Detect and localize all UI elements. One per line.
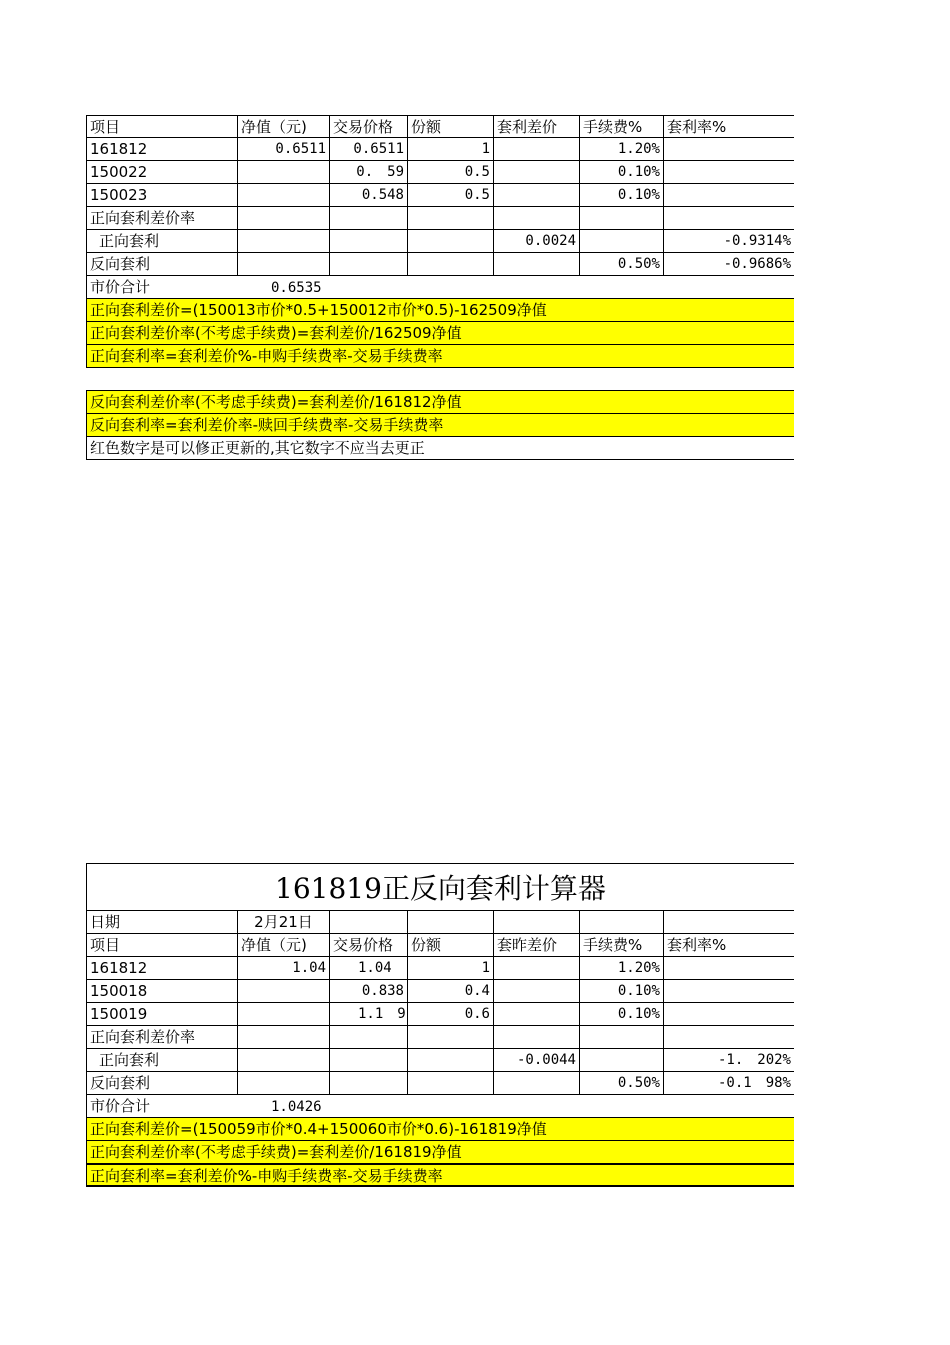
cell-price[interactable]: 0.548: [330, 184, 408, 207]
cell-rate[interactable]: [664, 184, 794, 207]
header-price: 交易价格: [330, 934, 408, 957]
cell-nav[interactable]: [238, 1072, 330, 1095]
cell-nav[interactable]: 1.04: [238, 957, 330, 980]
edit-instruction-note: 红色数字是可以修正更新的,其它数字不应当去更正: [86, 437, 794, 460]
formula-forward-rate: 正向套利率=套利差价%-申购手续费率-交易手续费率: [86, 1165, 794, 1187]
cell-shares[interactable]: [408, 230, 494, 253]
cell-item[interactable]: 161812: [86, 957, 238, 980]
formula-note: [86, 299, 794, 322]
cell-price[interactable]: 1.1 9: [330, 1003, 408, 1026]
cell-nav[interactable]: [238, 253, 330, 276]
total-label: 市价合计: [86, 1095, 238, 1118]
cell-price[interactable]: [330, 207, 408, 230]
calculator-title-row: [86, 863, 794, 911]
total-label: 市价合计: [86, 276, 238, 299]
header-fee: 手续费%: [580, 934, 664, 957]
header-item: 项目: [86, 115, 238, 138]
cell-shares[interactable]: 1: [408, 138, 494, 161]
cell-item[interactable]: 反向套利: [86, 1072, 238, 1095]
cell-shares[interactable]: 0.6: [408, 1003, 494, 1026]
formula-forward-spread-rate: 正向套利差价率(不考虑手续费)=套利差价/162509净值: [86, 322, 794, 345]
cell-spread[interactable]: [494, 1003, 580, 1026]
total-value[interactable]: [238, 276, 794, 299]
cell-fee[interactable]: 1.20%: [580, 138, 664, 161]
empty-cell: [408, 911, 494, 934]
cell-item[interactable]: 161812: [86, 138, 238, 161]
header-spread: 套昨差价: [494, 934, 580, 957]
cell-fee[interactable]: 0.10%: [580, 980, 664, 1003]
cell-shares[interactable]: 1: [408, 957, 494, 980]
cell-price[interactable]: 0.838: [330, 980, 408, 1003]
cell-rate[interactable]: -1. 202%: [664, 1049, 794, 1072]
calculator-title: 161819正反向套利计算器: [275, 872, 606, 905]
cell-rate[interactable]: -0.9686%: [664, 253, 794, 276]
cell-fee[interactable]: [580, 1049, 664, 1072]
formula-reverse-rate: 反向套利率=套利差价率-赎回手续费率-交易手续费率: [86, 414, 794, 437]
empty-cell: [494, 911, 580, 934]
header-rate: 套利率%: [664, 115, 794, 138]
cell-rate[interactable]: [664, 138, 794, 161]
total-value-text: 0.6535: [271, 280, 322, 296]
cell-spread[interactable]: -0.0044: [494, 1049, 580, 1072]
date-value[interactable]: 2月21日: [238, 911, 330, 934]
spacer-cell: [86, 368, 794, 391]
formula-note: [86, 345, 794, 368]
cell-spread[interactable]: [494, 1026, 580, 1049]
cell-fee[interactable]: 0.10%: [580, 1003, 664, 1026]
cell-price[interactable]: [330, 1049, 408, 1072]
header-nav: 净值（元): [238, 115, 330, 138]
cell-spread[interactable]: [494, 957, 580, 980]
table-row: [86, 980, 794, 1003]
cell-fee[interactable]: 0.50%: [580, 253, 664, 276]
table-row: [86, 138, 794, 161]
formula-forward-spread-rate: 正向套利差价率(不考虑手续费)=套利差价/161819净值: [86, 1141, 794, 1164]
cell-nav[interactable]: [238, 1049, 330, 1072]
cell-fee[interactable]: [580, 207, 664, 230]
cell-item[interactable]: 150019: [86, 1003, 238, 1026]
cell-shares[interactable]: [408, 253, 494, 276]
cell-rate[interactable]: -0.9314%: [664, 230, 794, 253]
cell-fee[interactable]: 0.10%: [580, 184, 664, 207]
table-row: [86, 1072, 794, 1095]
cell-nav[interactable]: [238, 980, 330, 1003]
formula-note: [86, 391, 794, 414]
plain-note: [86, 437, 794, 460]
cell-nav[interactable]: [238, 1026, 330, 1049]
cell-spread[interactable]: [494, 207, 580, 230]
cell-spread[interactable]: [494, 253, 580, 276]
cell-rate[interactable]: [664, 957, 794, 980]
cell-fee[interactable]: 0.50%: [580, 1072, 664, 1095]
total-row: [86, 276, 794, 299]
cell-price[interactable]: [330, 1072, 408, 1095]
table-row: [86, 1003, 794, 1026]
arbitrage-table-1: [86, 115, 794, 460]
table-row: [86, 184, 794, 207]
cell-item[interactable]: 150022: [86, 161, 238, 184]
cell-nav[interactable]: [238, 184, 330, 207]
header-price: 交易价格: [330, 115, 408, 138]
cell-shares[interactable]: [408, 1049, 494, 1072]
cell-fee[interactable]: [580, 230, 664, 253]
table-row: [86, 253, 794, 276]
header-item: 项目: [86, 934, 238, 957]
cell-fee[interactable]: 0.10%: [580, 161, 664, 184]
formula-reverse-spread-rate: 反向套利差价率(不考虑手续费)=套利差价/161812净值: [86, 391, 794, 414]
cell-rate[interactable]: -0.1 98%: [664, 1072, 794, 1095]
cell-fee[interactable]: 1.20%: [580, 957, 664, 980]
cell-price[interactable]: [330, 230, 408, 253]
cell-item[interactable]: 150023: [86, 184, 238, 207]
formula-note: [86, 1118, 794, 1141]
header-shares: 份额: [408, 115, 494, 138]
cell-fee[interactable]: [580, 1026, 664, 1049]
date-label: 日期: [86, 911, 238, 934]
cell-rate[interactable]: [664, 1003, 794, 1026]
formula-forward-spread: 正向套利差价=(150013市价*0.5+150012市价*0.5)-162509净值: [86, 299, 794, 322]
header-row: [86, 934, 794, 957]
cell-item[interactable]: 150018: [86, 980, 238, 1003]
cell-item[interactable]: 正向套利: [86, 1049, 238, 1072]
cell-shares[interactable]: 0.5: [408, 184, 494, 207]
header-fee: 手续费%: [580, 115, 664, 138]
cell-nav[interactable]: [238, 207, 330, 230]
cell-spread[interactable]: [494, 161, 580, 184]
formula-forward-spread: 正向套利差价=(150059市价*0.4+150060市价*0.6)-161819净值: [86, 1118, 794, 1141]
cell-spread[interactable]: 0.0024: [494, 230, 580, 253]
cell-rate[interactable]: [664, 161, 794, 184]
cell-rate[interactable]: [664, 207, 794, 230]
total-value-text: 1.0426: [271, 1099, 322, 1115]
arbitrage-table-2: [86, 863, 794, 1187]
table-row: [86, 230, 794, 253]
cell-nav[interactable]: 0.6511: [238, 138, 330, 161]
formula-note: [86, 1164, 794, 1187]
header-nav: 净值（元): [238, 934, 330, 957]
cell-spread[interactable]: [494, 980, 580, 1003]
cell-item[interactable]: 反向套利: [86, 253, 238, 276]
cell-item[interactable]: 正向套利差价率: [86, 207, 238, 230]
cell-shares[interactable]: 0.4: [408, 980, 494, 1003]
table-row: [86, 1049, 794, 1072]
table-row: [86, 957, 794, 980]
spacer-row: [86, 368, 794, 391]
table-row: [86, 1026, 794, 1049]
cell-spread[interactable]: [494, 138, 580, 161]
formula-note: [86, 414, 794, 437]
cell-nav[interactable]: [238, 230, 330, 253]
date-row: [86, 911, 794, 934]
empty-cell: [330, 911, 408, 934]
header-spread: 套利差价: [494, 115, 580, 138]
header-shares: 份额: [408, 934, 494, 957]
cell-shares[interactable]: [408, 1026, 494, 1049]
cell-nav[interactable]: [238, 161, 330, 184]
total-value[interactable]: [238, 1095, 794, 1118]
cell-shares[interactable]: 0.5: [408, 161, 494, 184]
cell-rate[interactable]: [664, 1026, 794, 1049]
cell-rate[interactable]: [664, 980, 794, 1003]
table-row: [86, 161, 794, 184]
cell-price[interactable]: [330, 253, 408, 276]
cell-nav[interactable]: [238, 1003, 330, 1026]
formula-note: [86, 322, 794, 345]
cell-spread[interactable]: [494, 1072, 580, 1095]
empty-cell: [664, 911, 794, 934]
cell-item[interactable]: 正向套利差价率: [86, 1026, 238, 1049]
formula-note: [86, 1141, 794, 1164]
table-row: [86, 207, 794, 230]
cell-spread[interactable]: [494, 184, 580, 207]
total-row: [86, 1095, 794, 1118]
cell-item[interactable]: 正向套利: [86, 230, 238, 253]
formula-forward-rate: 正向套利率=套利差价%-申购手续费率-交易手续费率: [86, 345, 794, 368]
cell-price[interactable]: 0.6511: [330, 138, 408, 161]
cell-price[interactable]: 1.04: [330, 957, 408, 980]
cell-price[interactable]: 0. 59: [330, 161, 408, 184]
cell-shares[interactable]: [408, 207, 494, 230]
cell-price[interactable]: [330, 1026, 408, 1049]
cell-shares[interactable]: [408, 1072, 494, 1095]
header-rate: 套利率%: [664, 934, 794, 957]
empty-cell: [580, 911, 664, 934]
header-row: [86, 115, 794, 138]
